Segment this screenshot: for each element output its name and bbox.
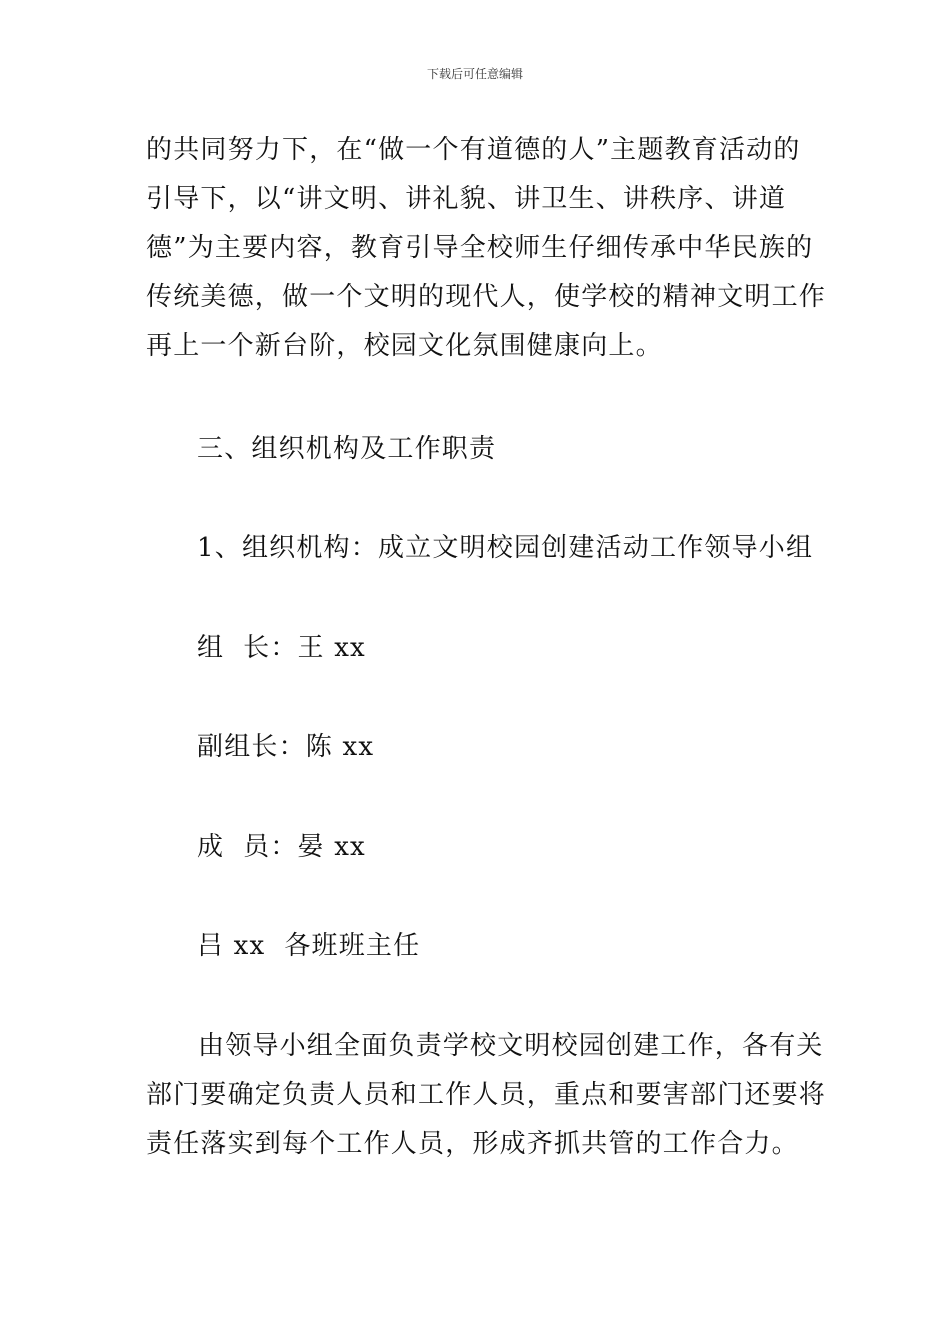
paragraph-2	[146, 1022, 827, 1169]
item-1-organization: 1、组织机构：成立文明校园创建活动工作领导小组	[197, 533, 814, 563]
section-3-heading: 三、组织机构及工作职责	[197, 434, 497, 464]
paragraph-1-line: 再上一个新台阶，校园文化氛围健康向上。	[146, 331, 663, 361]
paragraph-1-line: 德”为主要内容，教育引导全校师生仔细传承中华民族的	[146, 233, 814, 263]
paragraph-1-line: 引导下，以“讲文明、讲礼貌、讲卫生、讲秩序、讲道	[146, 184, 787, 214]
paragraph-1-line: 的共同努力下，在“做一个有道德的人”主题教育活动的	[146, 135, 801, 165]
page-header: 下载后可任意编辑	[426, 67, 523, 81]
paragraph-1-line: 传统美德，做一个文明的现代人，使学校的精神文明工作	[146, 282, 827, 312]
member-line: 成 员：晏 xx	[197, 832, 366, 862]
paragraph-2-line: 部门要确定负责人员和工作人员，重点和要害部门还要将	[146, 1080, 827, 1110]
member-line-2: 吕 xx 各班班主任	[197, 931, 421, 961]
paragraph-1	[146, 126, 827, 371]
leader-line: 组 长：王 xx	[197, 633, 366, 663]
paragraph-2-line: 责任落实到每个工作人员，形成齐抓共管的工作合力。	[146, 1129, 799, 1159]
paragraph-2-line: 由领导小组全面负责学校文明校园创建工作，各有关	[198, 1031, 824, 1061]
deputy-line: 副组长：陈 xx	[197, 732, 375, 762]
